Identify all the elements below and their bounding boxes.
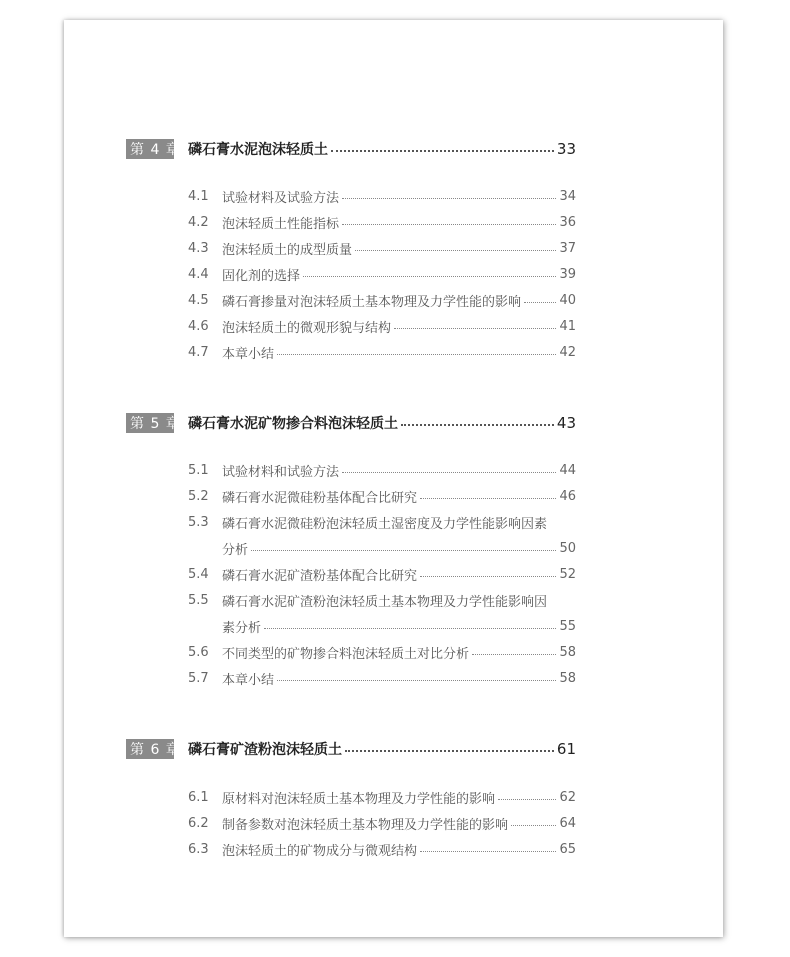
toc-section-4-7[interactable] bbox=[188, 342, 576, 362]
section-page-number: 58 bbox=[559, 670, 576, 686]
toc-section-4-5[interactable] bbox=[188, 290, 576, 310]
toc-section-4-1[interactable] bbox=[188, 186, 576, 206]
section-page-number: 44 bbox=[559, 462, 576, 478]
section-number: 4.3 bbox=[188, 240, 209, 256]
section-number: 5.6 bbox=[188, 644, 209, 660]
toc-section-5-5[interactable] bbox=[188, 590, 576, 610]
toc-section-5-2[interactable] bbox=[188, 486, 576, 506]
toc-section-5-4[interactable] bbox=[188, 564, 576, 584]
section-title: 磷石膏水泥微硅粉泡沫轻质土湿密度及力学性能影响因素 bbox=[222, 516, 548, 532]
section-title: 泡沫轻质土的成型质量 bbox=[222, 242, 353, 258]
dot-leader bbox=[355, 250, 556, 251]
section-page-number: 39 bbox=[559, 266, 576, 282]
section-title: 本章小结 bbox=[222, 672, 275, 688]
section-number: 5.7 bbox=[188, 670, 209, 686]
section-title: 固化剂的选择 bbox=[222, 268, 301, 284]
section-title: 原材料对泡沫轻质土基本物理及力学性能的影响 bbox=[222, 791, 496, 807]
section-page-number: 65 bbox=[559, 841, 576, 857]
toc-section-4-2[interactable] bbox=[188, 212, 576, 232]
dot-leader bbox=[303, 276, 556, 277]
dot-leader bbox=[420, 576, 556, 577]
toc-section-4-6[interactable] bbox=[188, 316, 576, 336]
section-title: 试验材料及试验方法 bbox=[222, 190, 340, 206]
dot-leader bbox=[342, 224, 556, 225]
dot-leader bbox=[342, 198, 556, 199]
dot-leader bbox=[401, 424, 554, 426]
section-title-continued: 素分析 bbox=[222, 620, 262, 636]
section-page-number: 64 bbox=[559, 815, 576, 831]
section-number: 4.5 bbox=[188, 292, 209, 308]
chapter-page-number: 33 bbox=[556, 140, 576, 158]
section-page-number: 50 bbox=[559, 540, 576, 556]
section-title: 磷石膏水泥矿渣粉泡沫轻质土基本物理及力学性能影响因 bbox=[222, 594, 548, 610]
section-number: 6.1 bbox=[188, 789, 209, 805]
chapter-page-number: 61 bbox=[556, 740, 576, 758]
dot-leader bbox=[345, 750, 554, 752]
dot-leader bbox=[331, 150, 554, 152]
section-title: 磷石膏掺量对泡沫轻质土基本物理及力学性能的影响 bbox=[222, 294, 522, 310]
section-number: 6.3 bbox=[188, 841, 209, 857]
dot-leader bbox=[420, 498, 556, 499]
toc-section-5-3[interactable] bbox=[188, 512, 576, 532]
section-title: 泡沫轻质土性能指标 bbox=[222, 216, 340, 232]
section-number: 4.1 bbox=[188, 188, 209, 204]
section-number: 6.2 bbox=[188, 815, 209, 831]
section-title: 磷石膏水泥微硅粉基体配合比研究 bbox=[222, 490, 418, 506]
section-number: 4.2 bbox=[188, 214, 209, 230]
toc-section-5-1[interactable] bbox=[188, 460, 576, 480]
toc-section-5-3-cont[interactable] bbox=[222, 538, 576, 558]
section-page-number: 36 bbox=[559, 214, 576, 230]
dot-leader bbox=[472, 654, 556, 655]
section-page-number: 46 bbox=[559, 488, 576, 504]
section-title: 泡沫轻质土的微观形貌与结构 bbox=[222, 320, 392, 336]
section-page-number: 55 bbox=[559, 618, 576, 634]
dot-leader bbox=[342, 472, 556, 473]
section-number: 5.4 bbox=[188, 566, 209, 582]
dot-leader bbox=[277, 680, 556, 681]
dot-leader bbox=[251, 550, 556, 551]
section-number: 4.4 bbox=[188, 266, 209, 282]
toc-section-5-6[interactable] bbox=[188, 642, 576, 662]
dot-leader bbox=[264, 628, 556, 629]
section-number: 5.1 bbox=[188, 462, 209, 478]
toc-chapter-4[interactable] bbox=[126, 138, 576, 160]
section-page-number: 40 bbox=[559, 292, 576, 308]
dot-leader bbox=[524, 302, 556, 303]
dot-leader bbox=[394, 328, 556, 329]
toc-section-4-4[interactable] bbox=[188, 264, 576, 284]
dot-leader bbox=[498, 799, 556, 800]
section-title: 本章小结 bbox=[222, 346, 275, 362]
section-page-number: 62 bbox=[559, 789, 576, 805]
section-number: 5.3 bbox=[188, 514, 209, 530]
toc-section-5-7[interactable] bbox=[188, 668, 576, 688]
dot-leader bbox=[511, 825, 556, 826]
toc-section-5-5-cont[interactable] bbox=[222, 616, 576, 636]
section-page-number: 58 bbox=[559, 644, 576, 660]
chapter-badge: 第 6 章 bbox=[126, 739, 174, 759]
dot-leader bbox=[420, 851, 556, 852]
chapter-badge: 第 5 章 bbox=[126, 413, 174, 433]
chapter-title: 磷石膏水泥泡沫轻质土 bbox=[188, 142, 328, 158]
toc-section-6-3[interactable] bbox=[188, 839, 576, 859]
section-title: 不同类型的矿物掺合料泡沫轻质土对比分析 bbox=[222, 646, 470, 662]
toc-chapter-5[interactable] bbox=[126, 412, 576, 434]
chapter-title: 磷石膏矿渣粉泡沫轻质土 bbox=[188, 742, 342, 758]
toc-section-6-2[interactable] bbox=[188, 813, 576, 833]
section-number: 5.2 bbox=[188, 488, 209, 504]
toc-section-4-3[interactable] bbox=[188, 238, 576, 258]
section-page-number: 37 bbox=[559, 240, 576, 256]
section-page-number: 52 bbox=[559, 566, 576, 582]
section-number: 5.5 bbox=[188, 592, 209, 608]
section-title: 磷石膏水泥矿渣粉基体配合比研究 bbox=[222, 568, 418, 584]
section-page-number: 42 bbox=[559, 344, 576, 360]
chapter-badge: 第 4 章 bbox=[126, 139, 174, 159]
toc-chapter-6[interactable] bbox=[126, 738, 576, 760]
section-title: 泡沫轻质土的矿物成分与微观结构 bbox=[222, 843, 418, 859]
section-title: 制备参数对泡沫轻质土基本物理及力学性能的影响 bbox=[222, 817, 509, 833]
section-title: 试验材料和试验方法 bbox=[222, 464, 340, 480]
section-number: 4.7 bbox=[188, 344, 209, 360]
section-page-number: 34 bbox=[559, 188, 576, 204]
dot-leader bbox=[277, 354, 556, 355]
chapter-page-number: 43 bbox=[556, 414, 576, 432]
toc-section-6-1[interactable] bbox=[188, 787, 576, 807]
section-page-number: 41 bbox=[559, 318, 576, 334]
section-number: 4.6 bbox=[188, 318, 209, 334]
chapter-title: 磷石膏水泥矿物掺合料泡沫轻质土 bbox=[188, 416, 398, 432]
section-title-continued: 分析 bbox=[222, 542, 249, 558]
